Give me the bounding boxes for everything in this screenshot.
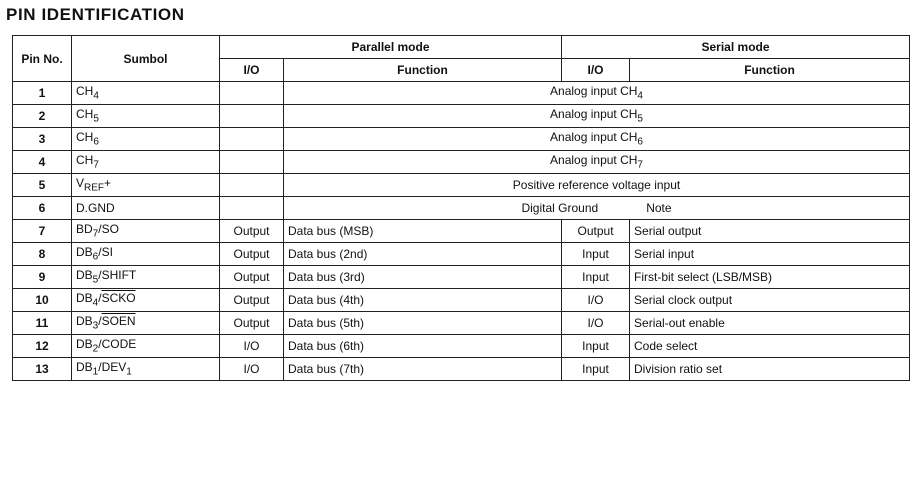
parallel-function: Data bus (6th)	[284, 335, 562, 358]
symbol-subscript: 4	[92, 297, 99, 309]
symbol-suffix: +	[104, 176, 112, 191]
pin-number: 12	[13, 335, 72, 358]
pin-number: 1	[13, 82, 72, 105]
serial-io: Input	[562, 243, 630, 266]
symbol-suffix: /SO	[98, 222, 119, 237]
empty-cell	[220, 82, 284, 105]
serial-function: Serial input	[630, 243, 910, 266]
serial-io: Input	[562, 358, 630, 381]
table-header	[13, 36, 910, 82]
symbol-text: CH	[76, 84, 94, 99]
serial-function: Serial-out enable	[630, 312, 910, 335]
pin-number: 9	[13, 266, 72, 289]
pin-symbol	[72, 220, 220, 243]
serial-io: Input	[562, 335, 630, 358]
pin-number: 8	[13, 243, 72, 266]
header-parallel-function: Function	[284, 59, 562, 82]
pin-description	[284, 128, 910, 151]
empty-cell	[220, 105, 284, 128]
table-row	[13, 266, 910, 289]
description-text: Analog input CH	[550, 107, 638, 122]
empty-cell	[220, 151, 284, 174]
parallel-io: Output	[220, 289, 284, 312]
description-text: Analog input CH	[550, 84, 638, 99]
table-body	[13, 82, 910, 381]
pin-symbol	[72, 335, 220, 358]
pin-number: 2	[13, 105, 72, 128]
symbol-suffix: /SHIFT	[98, 268, 137, 283]
symbol-subscript: 7	[93, 159, 99, 171]
symbol-overline-text: SCKO	[101, 291, 136, 306]
header-serial-io: I/O	[562, 59, 630, 82]
symbol-text: CH	[76, 130, 94, 145]
table-row	[13, 312, 910, 335]
symbol-text: DB	[76, 314, 93, 329]
pin-number: 13	[13, 358, 72, 381]
table-row	[13, 197, 910, 220]
table-row	[13, 151, 910, 174]
symbol-subscript: 5	[92, 274, 99, 286]
symbol-overline-text: SOEN	[101, 314, 136, 329]
symbol-text: DB	[76, 360, 93, 375]
description-subscript: 5	[637, 113, 643, 125]
description-subscript: 7	[637, 159, 643, 171]
pin-symbol	[72, 243, 220, 266]
header-parallel-mode: Parallel mode	[220, 36, 562, 59]
table-row	[13, 358, 910, 381]
symbol-subscript: REF	[84, 182, 105, 194]
symbol-subscript: 6	[92, 251, 99, 263]
table-row	[13, 220, 910, 243]
pin-number: 6	[13, 197, 72, 220]
symbol-suffix: /SI	[98, 245, 113, 260]
pin-symbol	[72, 105, 220, 128]
symbol-suffix: /CODE	[98, 337, 137, 352]
symbol-text: DB	[76, 245, 93, 260]
table-row	[13, 82, 910, 105]
pin-description	[284, 151, 910, 174]
symbol-subscript: 1	[92, 366, 99, 378]
header-parallel-io: I/O	[220, 59, 284, 82]
table-row	[13, 174, 910, 197]
header-serial-mode: Serial mode	[562, 36, 910, 59]
note-label: Note	[646, 201, 672, 215]
serial-io: Input	[562, 266, 630, 289]
serial-function: Division ratio set	[630, 358, 910, 381]
symbol-subscript: 6	[93, 136, 99, 148]
table-row	[13, 243, 910, 266]
serial-io: Output	[562, 220, 630, 243]
pin-description	[284, 82, 910, 105]
header-pin-no: Pin No.	[13, 36, 72, 82]
serial-function: First-bit select (LSB/MSB)	[630, 266, 910, 289]
empty-cell	[220, 128, 284, 151]
pin-description: Positive reference voltage input	[284, 174, 910, 197]
parallel-function: Data bus (4th)	[284, 289, 562, 312]
symbol-subscript: 2	[92, 343, 99, 355]
pin-symbol	[72, 266, 220, 289]
parallel-function: Data bus (MSB)	[284, 220, 562, 243]
parallel-function: Data bus (7th)	[284, 358, 562, 381]
parallel-function: Data bus (2nd)	[284, 243, 562, 266]
empty-cell	[220, 197, 284, 220]
pin-description	[284, 105, 910, 128]
parallel-function: Data bus (5th)	[284, 312, 562, 335]
pin-symbol	[72, 358, 220, 381]
pin-number: 3	[13, 128, 72, 151]
header-symbol: Sumbol	[72, 36, 220, 82]
symbol-text: DB	[76, 268, 93, 283]
pin-symbol	[72, 312, 220, 335]
symbol-text: DB	[76, 291, 93, 306]
serial-io: I/O	[562, 289, 630, 312]
symbol-subscript: 3	[92, 320, 99, 332]
table-row	[13, 105, 910, 128]
pin-symbol	[72, 151, 220, 174]
pin-symbol	[72, 174, 220, 197]
header-serial-function: Function	[630, 59, 910, 82]
symbol-suffix: /	[98, 314, 102, 329]
pin-description	[284, 197, 910, 220]
symbol-suffix: /	[98, 291, 102, 306]
parallel-io: Output	[220, 266, 284, 289]
pin-number: 11	[13, 312, 72, 335]
description-text: Digital Ground	[521, 201, 599, 215]
pin-number: 7	[13, 220, 72, 243]
serial-function: Code select	[630, 335, 910, 358]
description-text: Analog input CH	[550, 130, 638, 145]
symbol-subscript: 5	[93, 113, 99, 125]
parallel-io: Output	[220, 220, 284, 243]
symbol-text: CH	[76, 107, 94, 122]
page-title: PIN IDENTIFICATION	[6, 5, 185, 24]
pin-identification-table	[12, 35, 910, 381]
pin-number: 10	[13, 289, 72, 312]
parallel-io: Output	[220, 312, 284, 335]
serial-function: Serial output	[630, 220, 910, 243]
description-subscript: 6	[637, 136, 643, 148]
symbol-subscript: 7	[92, 228, 99, 240]
serial-io: I/O	[562, 312, 630, 335]
symbol-text: BD	[76, 222, 93, 237]
parallel-io: Output	[220, 243, 284, 266]
pin-symbol	[72, 82, 220, 105]
pin-number: 5	[13, 174, 72, 197]
symbol-text: CH	[76, 153, 94, 168]
parallel-function: Data bus (3rd)	[284, 266, 562, 289]
table-row	[13, 335, 910, 358]
symbol-text: V	[76, 176, 85, 191]
description-subscript: 4	[637, 90, 643, 102]
symbol-suffix-subscript: 1	[126, 366, 132, 378]
pin-symbol	[72, 128, 220, 151]
pin-symbol: D.GND	[72, 197, 220, 220]
table-row	[13, 128, 910, 151]
pin-symbol	[72, 289, 220, 312]
serial-function: Serial clock output	[630, 289, 910, 312]
symbol-text: DB	[76, 337, 93, 352]
description-text: Analog input CH	[550, 153, 638, 168]
table-row	[13, 289, 910, 312]
parallel-io: I/O	[220, 335, 284, 358]
pin-number: 4	[13, 151, 72, 174]
symbol-suffix: /DEV	[98, 360, 127, 375]
parallel-io: I/O	[220, 358, 284, 381]
empty-cell	[220, 174, 284, 197]
symbol-subscript: 4	[93, 90, 99, 102]
